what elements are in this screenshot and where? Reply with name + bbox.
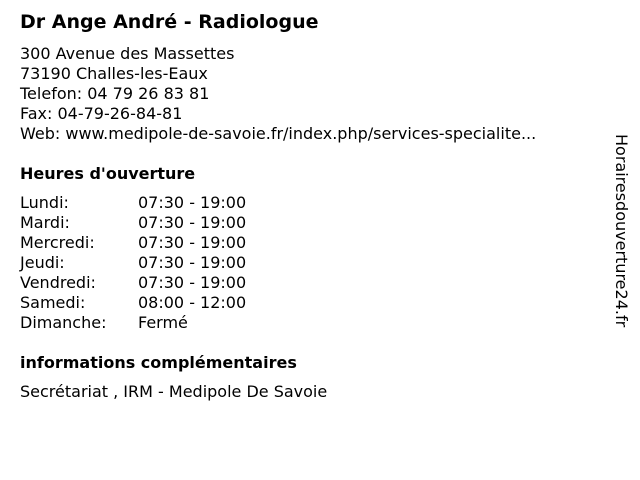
extra-info-heading: informations complémentaires — [20, 353, 297, 372]
listing-card — [20, 9, 600, 402]
phone-number: Telefon: 04 79 26 83 81 — [20, 84, 210, 103]
hours-row — [20, 233, 600, 253]
time-value: 07:30 - 19:00 — [138, 233, 247, 252]
hours-row — [20, 293, 600, 313]
fax-number: Fax: 04-79-26-84-81 — [20, 104, 183, 123]
time-value: 07:30 - 19:00 — [138, 253, 247, 272]
time-value: Fermé — [138, 313, 188, 332]
day-label: Jeudi: — [20, 253, 65, 272]
hours-row — [20, 253, 600, 273]
hours-row — [20, 313, 600, 333]
day-label: Mardi: — [20, 213, 70, 232]
contact-block — [20, 44, 600, 144]
website-link[interactable]: Web: www.medipole-de-savoie.fr/index.php/services-specialite... — [20, 124, 537, 143]
time-value: 07:30 - 19:00 — [138, 193, 247, 212]
city-address: 73190 Challes-les-Eaux — [20, 64, 208, 83]
hours-row — [20, 273, 600, 293]
street-address: 300 Avenue des Massettes — [20, 44, 235, 63]
hours-row — [20, 193, 600, 213]
hours-heading: Heures d'ouverture — [20, 164, 196, 183]
hours-table — [20, 193, 600, 333]
page-title: Dr Ange André - Radiologue — [20, 11, 319, 33]
day-label: Vendredi: — [20, 273, 96, 292]
day-label: Samedi: — [20, 293, 86, 312]
time-value: 07:30 - 19:00 — [138, 273, 247, 292]
time-value: 07:30 - 19:00 — [138, 213, 247, 232]
day-label: Dimanche: — [20, 313, 107, 332]
extra-info-text: Secrétariat , IRM - Medipole De Savoie — [20, 382, 328, 401]
day-label: Lundi: — [20, 193, 69, 212]
hours-row — [20, 213, 600, 233]
time-value: 08:00 - 12:00 — [138, 293, 247, 312]
day-label: Mercredi: — [20, 233, 95, 252]
site-watermark: Horairesdouverture24.fr — [612, 134, 631, 328]
